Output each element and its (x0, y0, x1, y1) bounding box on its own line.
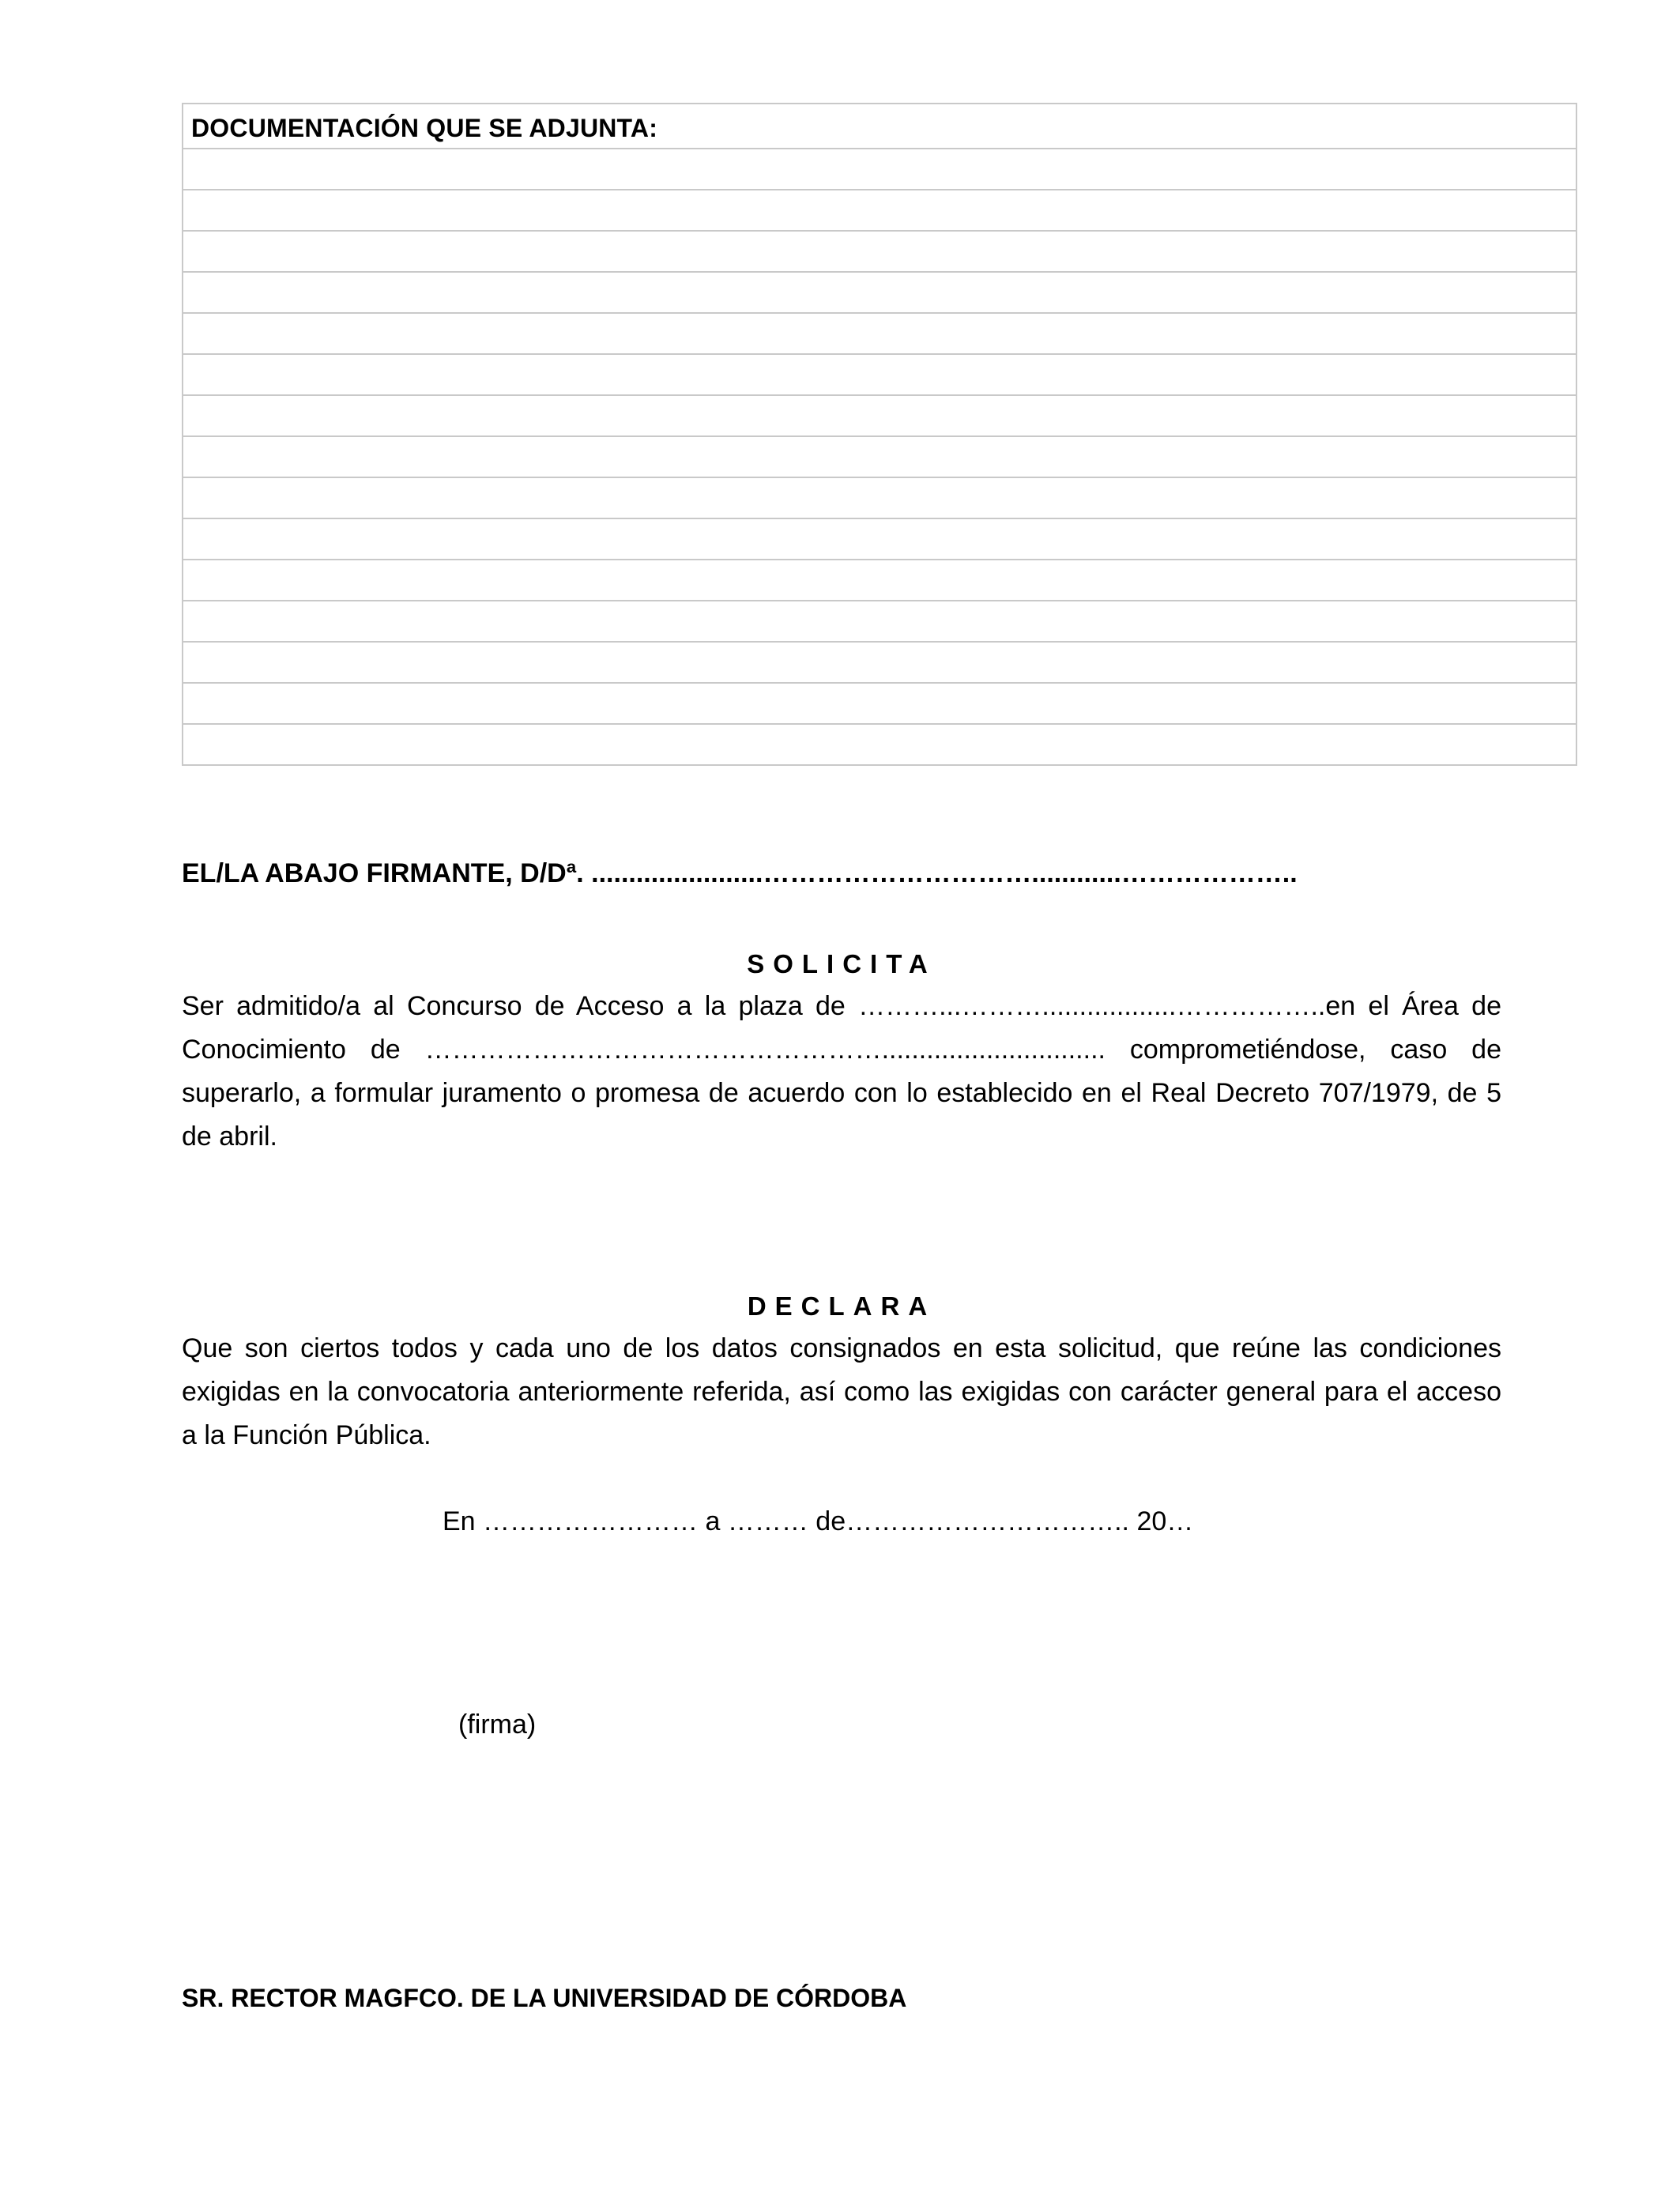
documentation-row-cell[interactable] (183, 436, 1576, 477)
documentation-header: DOCUMENTACIÓN QUE SE ADJUNTA: (183, 104, 1576, 149)
documentation-row (183, 724, 1576, 765)
place-date-line: En …………………… a ……… de………………………….. 20… (443, 1506, 1194, 1536)
documentation-row (183, 683, 1576, 724)
documentation-row (183, 518, 1576, 560)
documentation-row (183, 436, 1576, 477)
documentation-row (183, 272, 1576, 313)
documentation-row (183, 149, 1576, 190)
documentation-row-cell[interactable] (183, 190, 1576, 231)
signature-label: (firma) (458, 1710, 537, 1740)
documentation-row (183, 560, 1576, 601)
documentation-row-cell[interactable] (183, 683, 1576, 724)
documentation-row-cell[interactable] (183, 560, 1576, 601)
documentation-row-cell[interactable] (183, 395, 1576, 436)
documentation-header-row (183, 104, 1576, 149)
declara-heading: DECLARA (747, 1291, 936, 1321)
solicita-text: Ser admitido/a al Concurso de Acceso a la plaza de ………...………..................……………..en el Área de Conocimiento de …………………………………………….............................. comprometiéndose, caso de superarlo, a formular juramento o promesa de acuerdo con lo establecido en el Real Decreto 707/1979, de 5 de abril. (182, 991, 1501, 1152)
documentation-row (183, 477, 1576, 518)
solicita-heading: SOLICITA (747, 949, 936, 978)
documentation-table (182, 103, 1577, 766)
documentation-row (183, 642, 1576, 683)
documentation-row-cell[interactable] (183, 313, 1576, 354)
documentation-row-cell[interactable] (183, 724, 1576, 765)
addressee: SR. RECTOR MAGFCO. DE LA UNIVERSIDAD DE CÓRDOBA (182, 1984, 907, 2012)
documentation-row (183, 313, 1576, 354)
documentation-row (183, 231, 1576, 272)
documentation-row-cell[interactable] (183, 518, 1576, 560)
documentation-row (183, 395, 1576, 436)
documentation-row-cell[interactable] (183, 642, 1576, 683)
declara-text: Que son ciertos todos y cada uno de los datos consignados en esta solicitud, que reúne las condiciones exigidas en la convocatoria anteriormente referida, así como las exigidas con carácter general para el acceso a la Función Pública. (182, 1333, 1501, 1450)
documentation-row (183, 190, 1576, 231)
documentation-row-cell[interactable] (183, 272, 1576, 313)
documentation-row-cell[interactable] (183, 149, 1576, 190)
documentation-row (183, 354, 1576, 395)
signer-line: EL/LA ABAJO FIRMANTE, D/Dª. .......................…………………………............……………….. (182, 858, 1298, 888)
documentation-row-cell[interactable] (183, 354, 1576, 395)
documentation-row-cell[interactable] (183, 477, 1576, 518)
documentation-row-cell[interactable] (183, 231, 1576, 272)
documentation-row-cell[interactable] (183, 601, 1576, 642)
documentation-row (183, 601, 1576, 642)
